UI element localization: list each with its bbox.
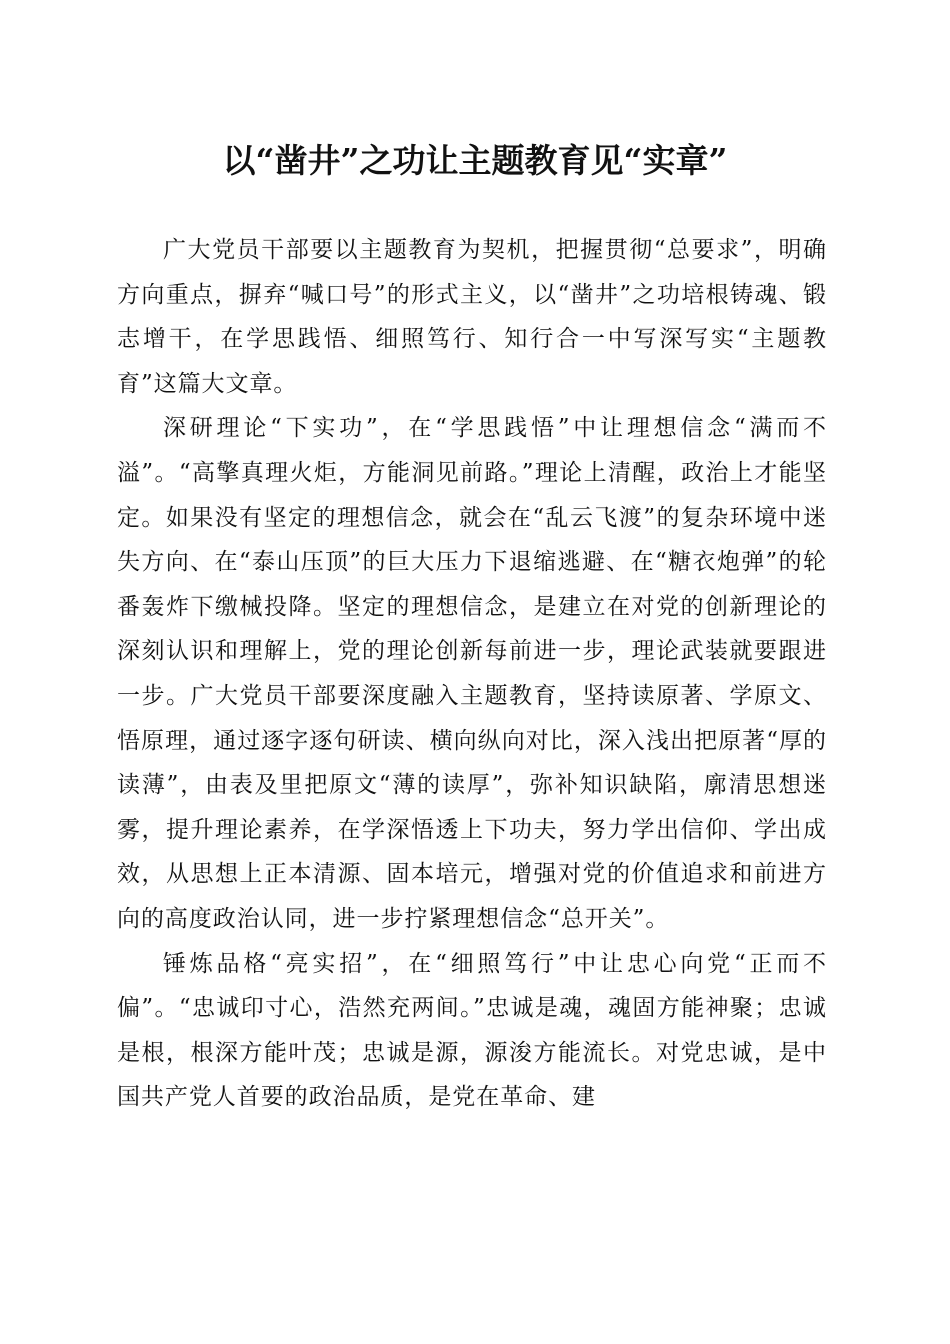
paragraph-theory: 深研理论“下实功”，在“学思践悟”中让理想信念“满而不溢”。“高擎真理火炬，方能洞见前路。”理论上清醒，政治上才能坚定。如果没有坚定的理想信念，就会在“乱云飞渡”的复杂环境中迷失方向、在“泰山压顶”的巨大压力下退缩逃避、在“糖衣炮弹”的轮番轰炸下缴械投降。坚定的理想信念，是建立在对党的创新理论的深刻认识和理解上，党的理论创新每前进一步，理论武装就要跟进一步。广大党员干部要深度融入主题教育，坚持读原著、学原文、悟原理，通过逐字逐句研读、横向纵向对比，深入浅出把原著“厚的读薄”，由表及里把原文“薄的读厚”，弥补知识缺陷，廓清思想迷雾，提升理论素养，在学深悟透上下功夫，努力学出信仰、学出成效，从思想上正本清源、固本培元，增强对党的价值追求和前进方向的高度政治认同，进一步拧紧理想信念“总开关”。 bbox=[117, 415, 827, 932]
paragraph-intro: 广大党员干部要以主题教育为契机，把握贯彻“总要求”，明确方向重点，摒弃“喊口号”的形式主义，以“凿井”之功培根铸魂、锻志增干，在学思践悟、细照笃行、知行合一中写深写实“主题教育”这篇大文章。 bbox=[117, 237, 827, 397]
document-body bbox=[117, 228, 827, 1120]
document-title: 以“凿井”之功让主题教育见“实章” bbox=[222, 141, 728, 180]
paragraph-character: 锤炼品格“亮实招”，在“细照笃行”中让忠心向党“正而不偏”。“忠诚印寸心，浩然充两间。”忠诚是魂，魂固方能神聚；忠诚是根，根深方能叶茂；忠诚是源，源浚方能流长。对党忠诚，是中国共产党人首要的政治品质，是党在革命、建 bbox=[117, 950, 827, 1111]
